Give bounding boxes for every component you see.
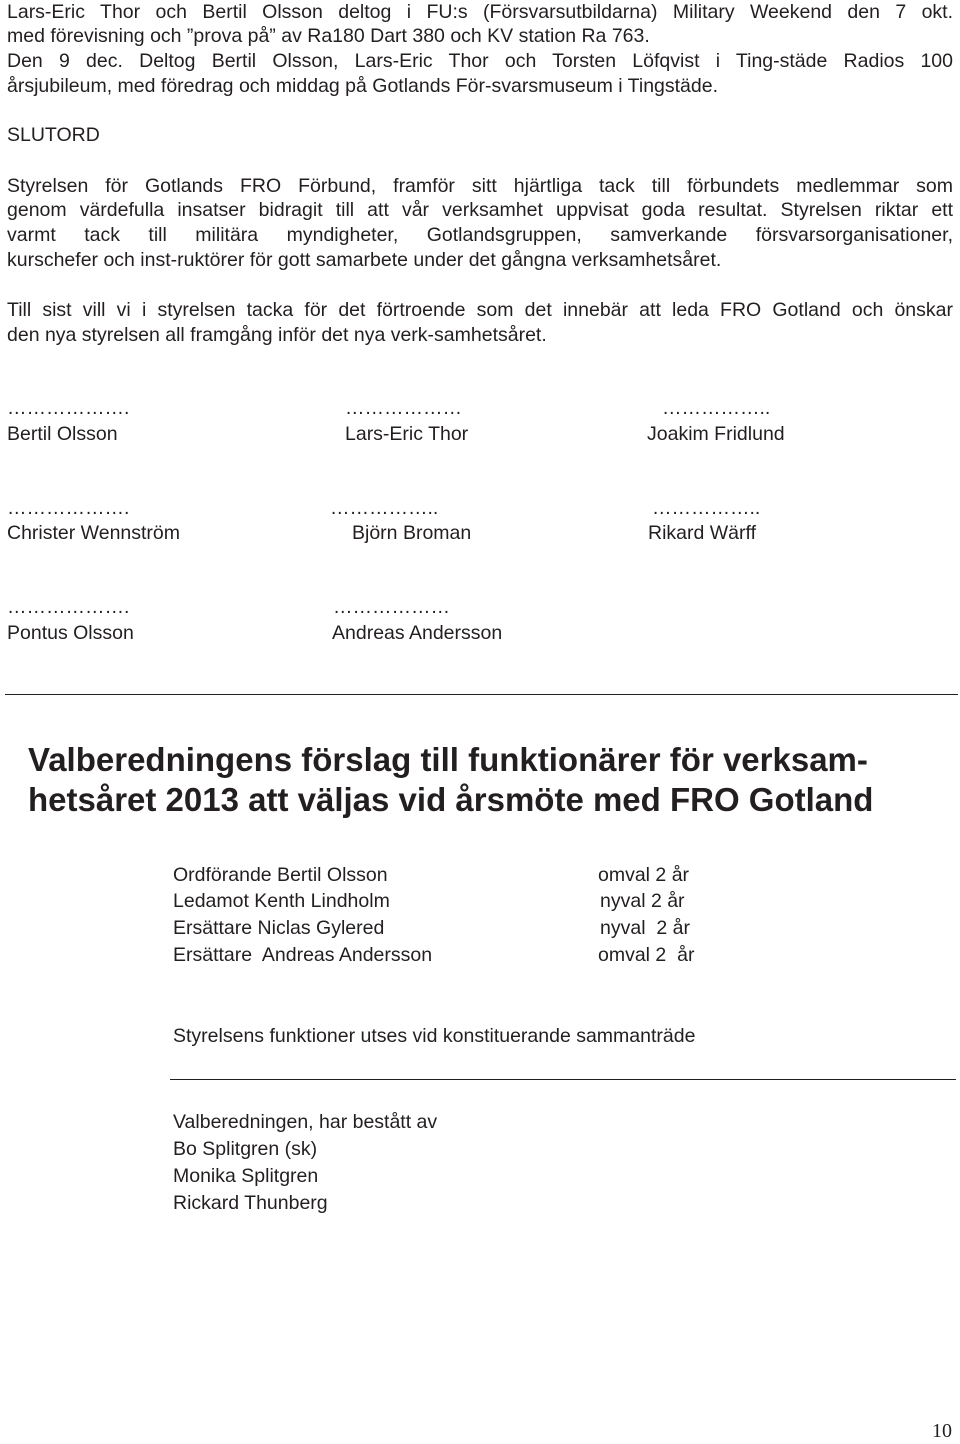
intro-line: årsjubileum, med föredrag och middag på Gotlands För-svarsmuseum i Tingstäde. <box>7 75 718 97</box>
signature-name: Björn Broman <box>352 522 472 544</box>
signature-name: Pontus Olsson <box>7 622 134 644</box>
paragraph-line: Till sist vill vi i styrelsen tacka för det förtroende som det innebär att leda FRO Gotland och önskar <box>7 299 953 321</box>
signature-dots: ………………. <box>7 596 130 618</box>
committee-line: Rickard Thunberg <box>173 1192 328 1214</box>
paragraph-line: den nya styrelsen all framgång inför det nya verk-samhetsåret. <box>7 324 547 346</box>
committee-line: Bo Splitgren (sk) <box>173 1138 318 1160</box>
proposal-role: Ledamot Kenth Lindholm <box>173 890 390 912</box>
divider <box>5 694 958 695</box>
signature-name: Christer Wennström <box>7 522 181 544</box>
proposal-term: nyval 2 år <box>600 890 685 912</box>
proposal-term: omval 2 år <box>598 944 695 966</box>
proposal-term: omval 2 år <box>598 864 690 886</box>
divider <box>170 1079 956 1080</box>
committee-line: Monika Splitgren <box>173 1165 319 1187</box>
proposal-role: Ersättare Niclas Gylered <box>173 917 385 939</box>
signature-dots: ……………… <box>345 397 462 419</box>
intro-line: med förevisning och ”prova på” av Ra180 Dart 380 och KV station Ra 763. <box>7 25 650 47</box>
section-heading: Valberedningens förslag till funktionärer för verksam- <box>28 741 868 778</box>
signature-dots: ………………. <box>7 497 130 519</box>
committee-line: Valberedningen, har bestått av <box>173 1111 438 1133</box>
signature-name: Rikard Wärff <box>648 522 756 544</box>
paragraph-line: varmt tack till militära myndigheter, Gotlandsgruppen, samverkande försvarsorganisationer, <box>7 224 953 246</box>
slutord-heading: SLUTORD <box>7 124 100 146</box>
intro-line: Den 9 dec. Deltog Bertil Olsson, Lars-Eric Thor och Torsten Löfqvist i Ting-städe Radios 100 <box>7 50 953 72</box>
paragraph-line: Styrelsen för Gotlands FRO Förbund, framför sitt hjärtliga tack till förbundets medlemmar som <box>7 175 953 197</box>
signature-dots: ……………… <box>333 596 450 618</box>
signature-dots: ………………. <box>7 397 130 419</box>
functions-note: Styrelsens funktioner utses vid konstituerande sammanträde <box>173 1025 696 1047</box>
page-number: 10 <box>932 1420 952 1442</box>
signature-name: Joakim Fridlund <box>647 423 785 445</box>
signature-dots: …………….. <box>662 397 771 419</box>
signature-dots: …………….. <box>652 497 761 519</box>
proposal-role: Ordförande Bertil Olsson <box>173 864 388 886</box>
paragraph-line: genom värdefulla insatser bidragit till att vår verksamhet uppvisat goda resultat. Styrelsen riktar ett <box>7 199 953 221</box>
paragraph-line: kurschefer och inst-ruktörer för gott samarbete under det gångna verksamhetsåret. <box>7 249 722 271</box>
proposal-term: nyval 2 år <box>600 917 690 939</box>
signature-name: Bertil Olsson <box>7 423 118 445</box>
signature-name: Lars-Eric Thor <box>345 423 469 445</box>
proposal-role: Ersättare Andreas Andersson <box>173 944 433 966</box>
signature-dots: …………….. <box>330 497 439 519</box>
intro-line: Lars-Eric Thor och Bertil Olsson deltog i FU:s (Försvarsutbildarna) Military Weekend den 7 okt. <box>7 1 953 23</box>
section-heading: hetsåret 2013 att väljas vid årsmöte med FRO Gotland <box>28 781 874 818</box>
signature-name: Andreas Andersson <box>332 622 503 644</box>
